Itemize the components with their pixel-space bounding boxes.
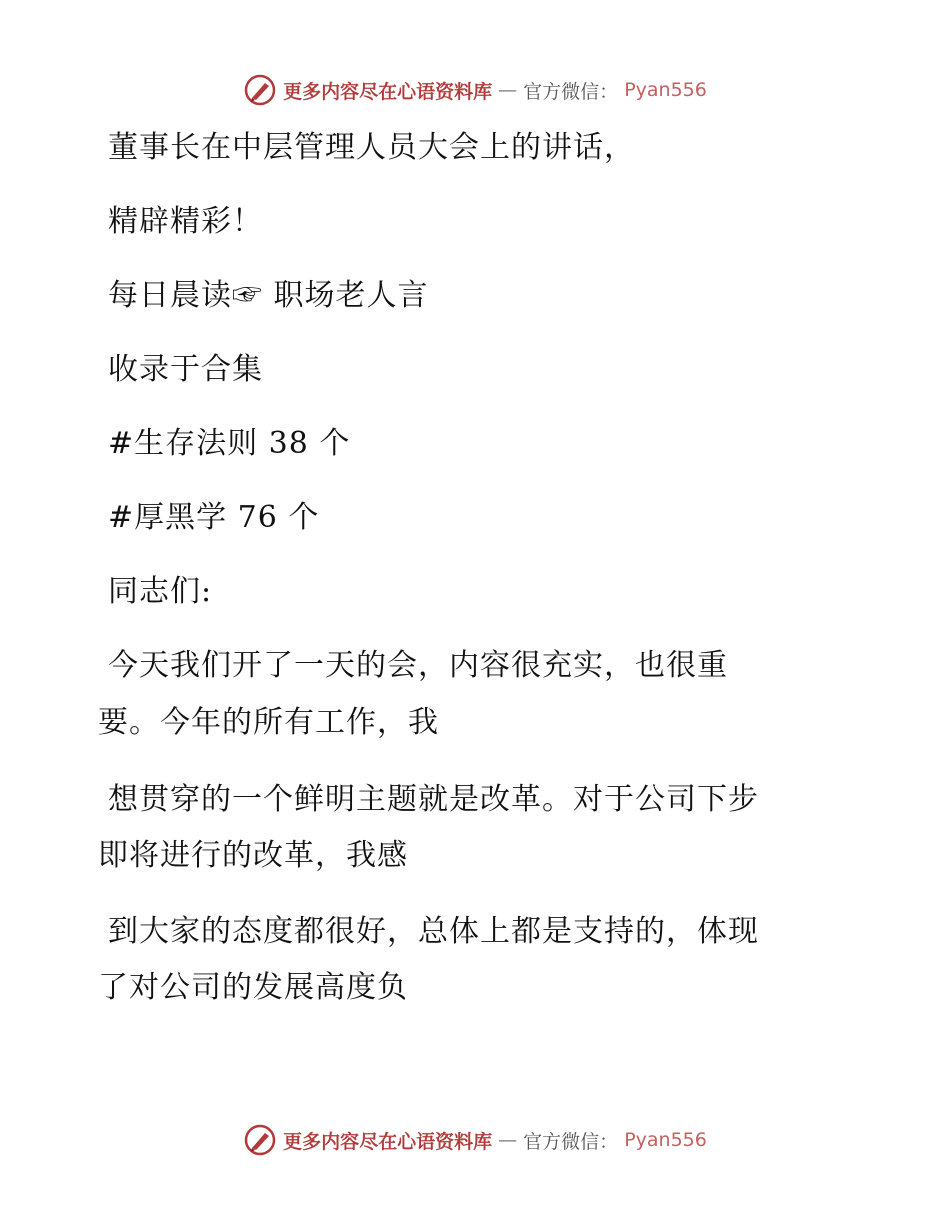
footer-watermark (0, 1120, 950, 1160)
watermark-label: 官方微信： (523, 1130, 619, 1153)
watermark-main-text: 更多内容尽在心语资料库 (283, 80, 493, 103)
text-line: 今天我们开了一天的会，内容很充实，也很重 (108, 648, 728, 683)
text-line: #厚黑学 76 个 (108, 500, 320, 535)
header-watermark (0, 70, 950, 110)
text-line: 董事长在中层管理人员大会上的讲话， (108, 130, 635, 165)
pen-logo-icon (243, 1123, 277, 1157)
text-line: 收录于合集 (108, 352, 263, 387)
text-line: 想贯穿的一个鲜明主题就是改革。对于公司下步 (108, 782, 759, 817)
text-line: #生存法则 38 个 (108, 426, 351, 461)
watermark-wechat-id: Pyan556 (624, 79, 707, 101)
watermark-main-text: 更多内容尽在心语资料库 (283, 1130, 493, 1153)
text-line: 到大家的态度都很好，总体上都是支持的，体现 (108, 914, 759, 949)
text-line: 每日晨读☞ 职场老人言 (108, 278, 429, 313)
watermark-label: 官方微信： (523, 80, 619, 103)
watermark-dash: — (498, 1129, 518, 1151)
text-line: 要。今年的所有工作，我 (98, 705, 439, 740)
watermark-wechat-id: Pyan556 (624, 1129, 707, 1151)
text-line: 即将进行的改革，我感 (98, 838, 408, 873)
text-line: 同志们: (108, 574, 213, 609)
pen-logo-icon (243, 73, 277, 107)
text-line: 精辟精彩！ (108, 204, 263, 239)
watermark-dash: — (498, 79, 518, 101)
text-line: 了对公司的发展高度负 (98, 970, 408, 1005)
